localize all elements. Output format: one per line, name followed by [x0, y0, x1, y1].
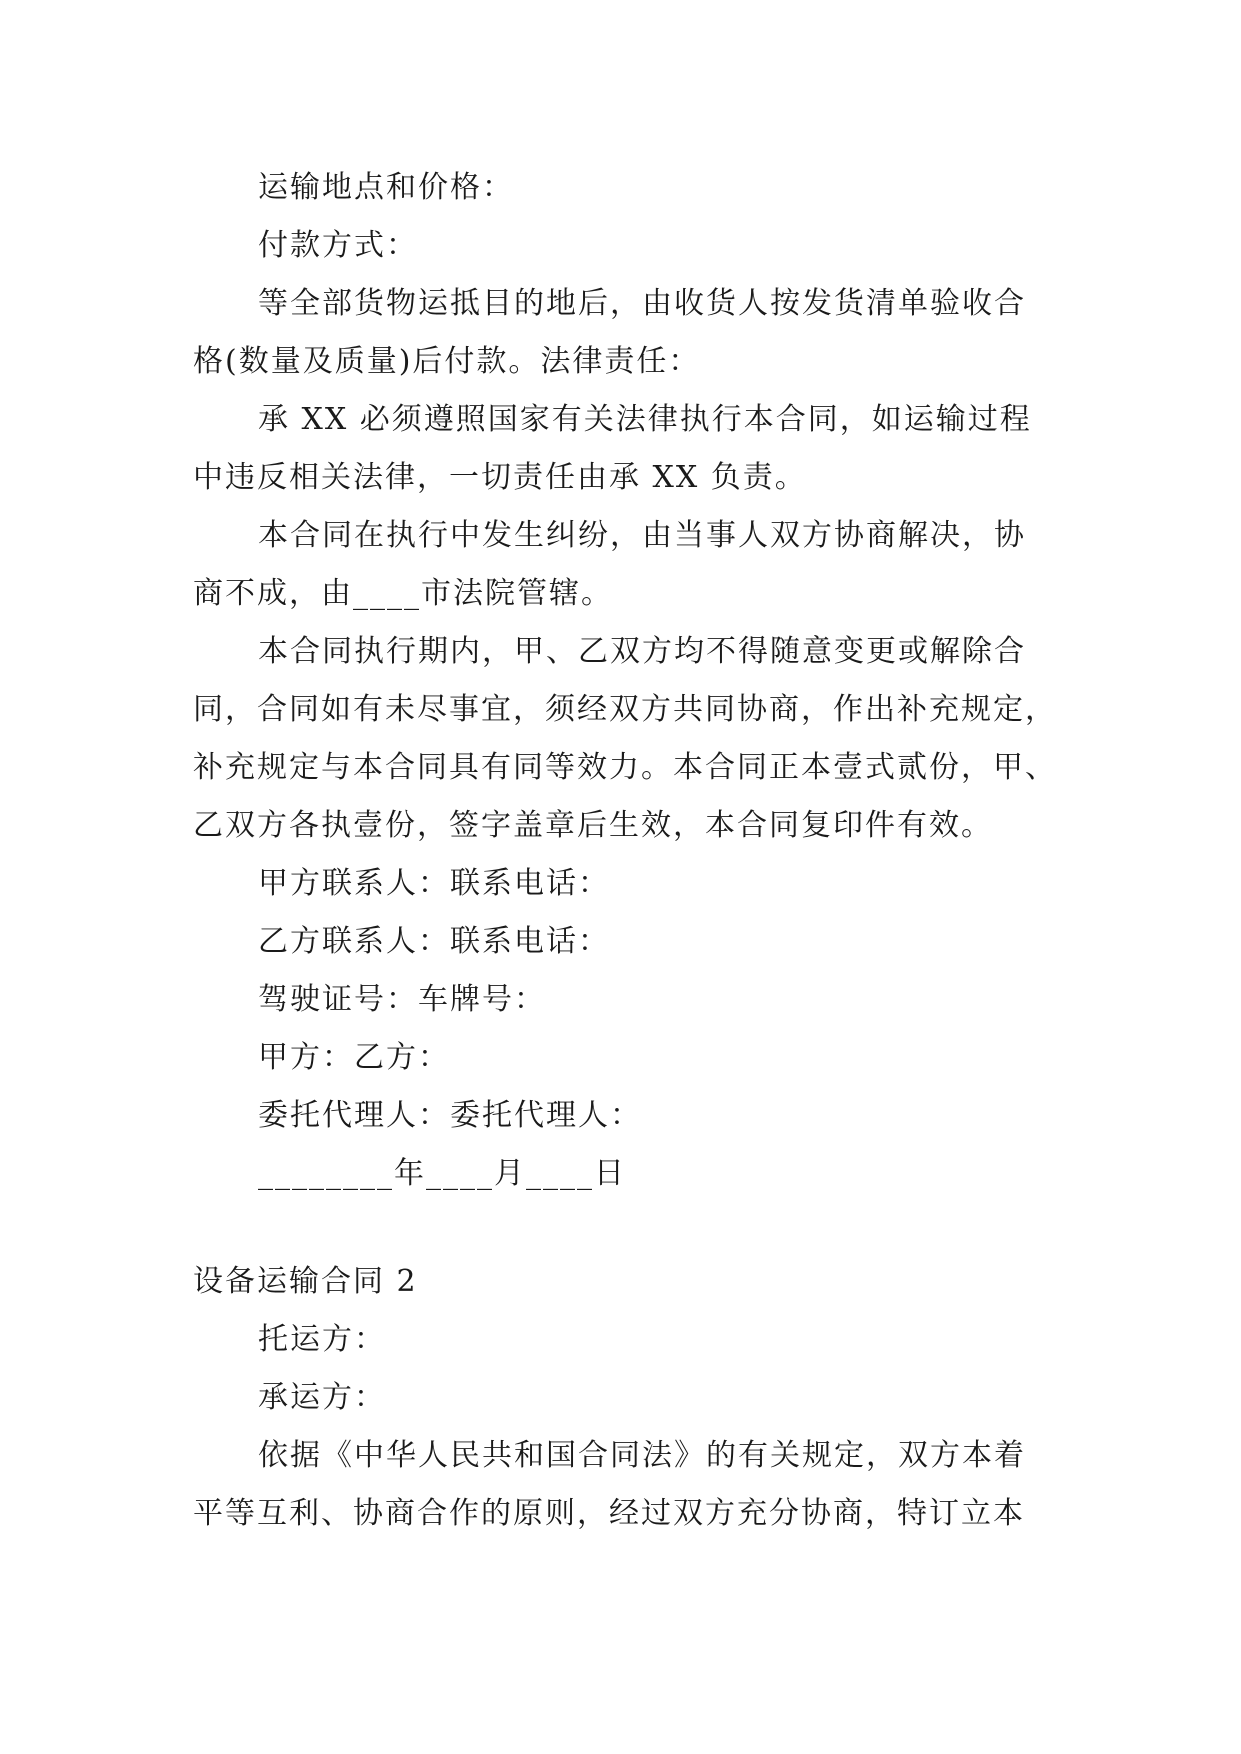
section-title: 设备运输合同 2 — [193, 1264, 418, 1299]
agent-line: 委托代理人：委托代理人： — [258, 1098, 642, 1133]
paragraph-line: 承 XX 必须遵照国家有关法律执行本合同，如运输过程 — [258, 402, 1032, 437]
contact-line: 乙方联系人：联系电话： — [258, 924, 610, 959]
paragraph-line: 中违反相关法律，一切责任由承 XX 负责。 — [193, 460, 807, 495]
license-line: 驾驶证号：车牌号： — [258, 982, 546, 1017]
paragraph-line: 同，合同如有未尽事宜，须经双方共同协商，作出补充规定， — [193, 692, 1057, 727]
paragraph-line: 商不成，由____市法院管辖。 — [193, 576, 613, 611]
paragraph-line: 运输地点和价格： — [258, 170, 514, 205]
paragraph-line: 依据《中华人民共和国合同法》的有关规定，双方本着 — [258, 1438, 1026, 1473]
document-body — [193, 0, 1057, 1754]
paragraph-line: 平等互利、协商合作的原则，经过双方充分协商，特订立本 — [193, 1496, 1025, 1531]
paragraph-line: 补充规定与本合同具有同等效力。本合同正本壹式贰份，甲、 — [193, 750, 1057, 785]
paragraph-line: 乙双方各执壹份，签字盖章后生效，本合同复印件有效。 — [193, 808, 993, 843]
paragraph-line: 承运方： — [258, 1380, 386, 1415]
paragraph-line: 本合同在执行中发生纠纷，由当事人双方协商解决，协 — [258, 518, 1026, 553]
paragraph-line: 本合同执行期内，甲、乙双方均不得随意变更或解除合 — [258, 634, 1026, 669]
paragraph-line: 付款方式： — [258, 228, 418, 263]
signature-line: 甲方：乙方： — [258, 1040, 450, 1075]
date-line: ________年____月____日 — [258, 1156, 626, 1191]
paragraph-line: 等全部货物运抵目的地后，由收货人按发货清单验收合 — [258, 286, 1026, 321]
paragraph-line: 格(数量及质量)后付款。法律责任： — [193, 344, 701, 379]
contact-line: 甲方联系人：联系电话： — [258, 866, 610, 901]
paragraph-line: 托运方： — [258, 1322, 386, 1357]
